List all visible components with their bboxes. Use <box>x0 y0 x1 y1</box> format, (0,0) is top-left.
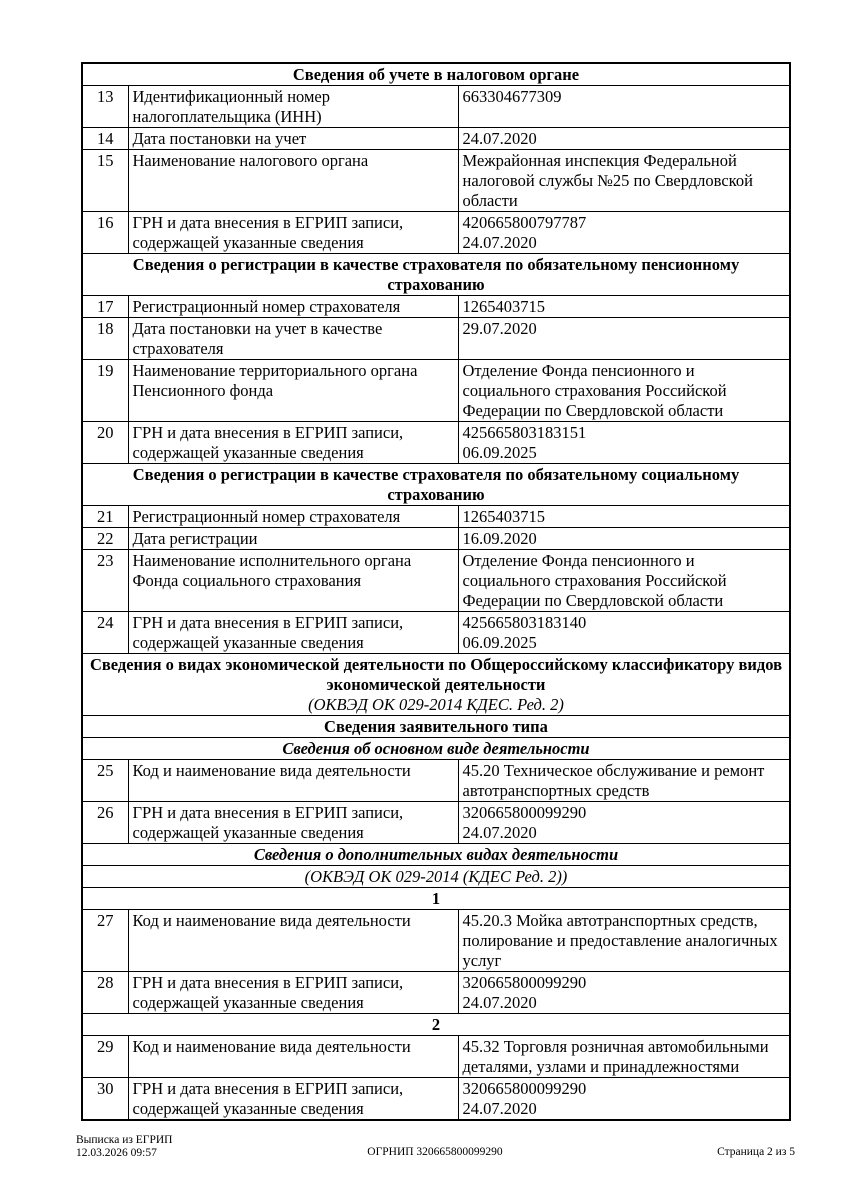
value-line: 1265403715 <box>462 297 545 316</box>
row-number: 15 <box>82 150 128 212</box>
row-number: 23 <box>82 550 128 612</box>
row-number: 29 <box>82 1036 128 1078</box>
row-number: 24 <box>82 612 128 654</box>
value-line: 420665800797787 <box>462 213 587 232</box>
row-label: Дата постановки на учет в качестве страхователя <box>128 318 458 360</box>
row-label: Код и наименование вида деятельности <box>128 1036 458 1078</box>
value-line: 45.20 Техническое обслуживание и ремонт автотранспортных средств <box>462 761 765 800</box>
section-title: Сведения о видах экономической деятельности по Общероссийскому классификатору видов экономической деятельности <box>89 655 783 694</box>
row-number: 30 <box>82 1078 128 1121</box>
row-label: Дата постановки на учет <box>128 128 458 150</box>
row-label: Код и наименование вида деятельности <box>128 760 458 802</box>
row-label: Дата регистрации <box>128 528 458 550</box>
value-line: 24.07.2020 <box>462 129 537 148</box>
row-label: Регистрационный номер страхователя <box>128 296 458 318</box>
value-line: 06.09.2025 <box>462 443 537 462</box>
row-number: 19 <box>82 360 128 422</box>
value-line: 425665803183140 <box>462 613 587 632</box>
value-line: 16.09.2020 <box>462 529 537 548</box>
row-number: 28 <box>82 972 128 1014</box>
row-number: 21 <box>82 506 128 528</box>
value-line: 425665803183151 <box>462 423 587 442</box>
row-number: 14 <box>82 128 128 150</box>
footer-ogrnip: ОГРНИП 320665800099290 <box>367 1146 503 1158</box>
row-label: Наименование территориального органа Пенсионного фонда <box>128 360 458 422</box>
value-line: 663304677309 <box>462 87 562 106</box>
footer-doc-type: Выписка из ЕГРИП <box>76 1134 173 1146</box>
value-line: 45.32 Торговля розничная автомобильными деталями, узлами и принадлежностями <box>462 1037 769 1076</box>
row-label: ГРН и дата внесения в ЕГРИП записи, содержащей указанные сведения <box>128 422 458 464</box>
value-line: Отделение Фонда пенсионного и социального страхования Российской Федерации по Свердловской области <box>462 551 727 610</box>
value-line: 29.07.2020 <box>462 319 537 338</box>
value-line: 1265403715 <box>462 507 545 526</box>
value-line: 24.07.2020 <box>462 993 537 1012</box>
section-title: Сведения о регистрации в качестве страхователя по обязательному социальному страхованию <box>132 465 740 504</box>
row-number: 25 <box>82 760 128 802</box>
row-label: ГРН и дата внесения в ЕГРИП записи, содержащей указанные сведения <box>128 212 458 254</box>
section-title: Сведения об основном виде деятельности <box>282 739 590 758</box>
row-number: 17 <box>82 296 128 318</box>
row-label: Наименование налогового органа <box>128 150 458 212</box>
row-number: 27 <box>82 910 128 972</box>
value-line: 24.07.2020 <box>462 233 537 252</box>
value-line: Отделение Фонда пенсионного и социального страхования Российской Федерации по Свердловской области <box>462 361 727 420</box>
value-line: 06.09.2025 <box>462 633 537 652</box>
row-label: Идентификационный номер налогоплательщика (ИНН) <box>128 86 458 128</box>
row-label: Код и наименование вида деятельности <box>128 910 458 972</box>
value-line: 45.20.3 Мойка автотранспортных средств, полирование и предоставление аналогичных услуг <box>462 911 778 970</box>
value-line: 320665800099290 <box>462 803 587 822</box>
row-label: ГРН и дата внесения в ЕГРИП записи, содержащей указанные сведения <box>128 802 458 844</box>
footer-page-number: Страница 2 из 5 <box>717 1146 795 1158</box>
section-title: (ОКВЭД ОК 029-2014 КДЕС. Ред. 2) <box>308 695 564 714</box>
section-title: Сведения об учете в налоговом органе <box>292 65 580 84</box>
section-title: 1 <box>431 889 441 908</box>
row-label: ГРН и дата внесения в ЕГРИП записи, содержащей указанные сведения <box>128 1078 458 1121</box>
row-label: ГРН и дата внесения в ЕГРИП записи, содержащей указанные сведения <box>128 612 458 654</box>
value-line: 24.07.2020 <box>462 1099 537 1118</box>
row-number: 16 <box>82 212 128 254</box>
value-line: 320665800099290 <box>462 1079 587 1098</box>
section-title: Сведения о дополнительных видах деятельности <box>253 845 619 864</box>
row-number: 22 <box>82 528 128 550</box>
value-line: 320665800099290 <box>462 973 587 992</box>
section-title: Сведения о регистрации в качестве страхователя по обязательному пенсионному страхованию <box>132 255 740 294</box>
section-title: (ОКВЭД ОК 029-2014 (КДЕС Ред. 2)) <box>304 867 568 886</box>
value-line: 24.07.2020 <box>462 823 537 842</box>
section-title: 2 <box>431 1015 441 1034</box>
row-label: Регистрационный номер страхователя <box>128 506 458 528</box>
value-line: Межрайонная инспекция Федеральной налоговой службы №25 по Свердловской области <box>462 151 753 210</box>
section-title: Сведения заявительного типа <box>324 717 548 736</box>
row-number: 13 <box>82 86 128 128</box>
row-number: 18 <box>82 318 128 360</box>
row-number: 26 <box>82 802 128 844</box>
row-label: Наименование исполнительного органа Фонда социального страхования <box>128 550 458 612</box>
row-label: ГРН и дата внесения в ЕГРИП записи, содержащей указанные сведения <box>128 972 458 1014</box>
footer-datetime: 12.03.2026 09:57 <box>76 1147 157 1159</box>
row-number: 20 <box>82 422 128 464</box>
